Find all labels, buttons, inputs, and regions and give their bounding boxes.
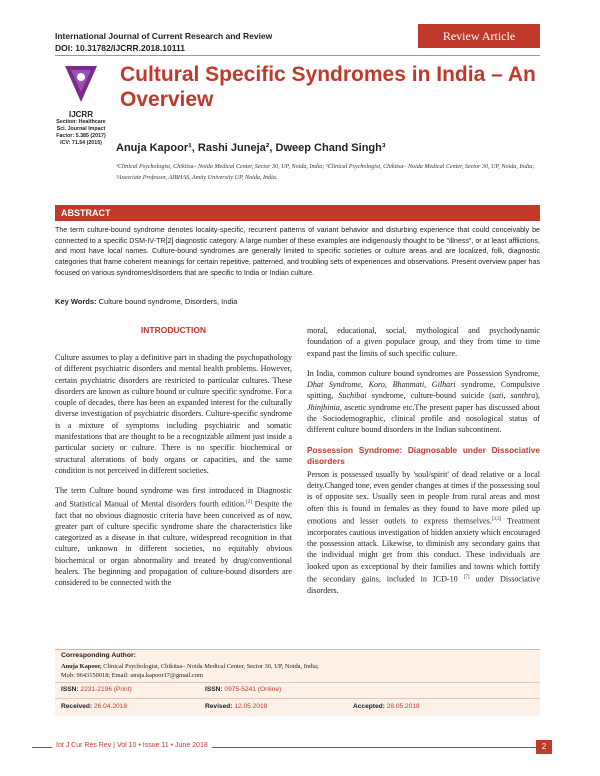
journal-header bbox=[55, 30, 272, 54]
affiliations: ¹Clinical Psychologist, Chikitsa– Noida Medical Center, Sector 30, UP, Noida, India; ²Clinical Psychologist, Chikitsa– Noida Medical Center, Sector 30, UP, Noida, India; ³Associate Professor, AIBHAS, Amity University UP, Noida, India. bbox=[116, 164, 535, 181]
possession-syndrome-heading: Possession Syndrome: Diagnosable under Dissociative disorders bbox=[307, 444, 540, 466]
journal-logo-icon bbox=[61, 62, 101, 108]
right-paragraph-3: Person is possessed usually by 'soul/spirit' of dead relative or a local deity.Changed tone, even gender changes at times if the possessing soul is of opposite sex. Usually seen in people from rural areas and most often this is found in females as they found to have more piled up emotions and lesser outlets to express themselves.[3,5] Treatment incorporates cautious investigation of hidden anxiety which encouraged the possession attack. Likewise, to diminish any secondary gains that the individual might get from this conduct. These individuals are looked upon as exceptional by their families and towns which fortify the secondary gains, included in ICD-10 [7] under Dissociative disorders. bbox=[307, 469, 540, 596]
citation: [7] bbox=[463, 575, 470, 581]
corresponding-author-address: Anuja Kapoor, Clinical Psychologist, Chikitsa– Noida Medical Center, Sector 30, UP, Noida, India; bbox=[61, 663, 319, 670]
logo-name: IJCRR bbox=[68, 110, 93, 119]
logo-line1: Section: Healthcare bbox=[56, 119, 106, 125]
corresponding-author-heading: Corresponding Author: bbox=[61, 652, 136, 659]
right-paragraph-1: moral, educational, social, mythological and psychodynamic foundation of a given populace group, and they from time to time expand past the limits of such specific culture. bbox=[307, 326, 540, 358]
right-paragraph-2: In India, common culture bound syndromes are Possession Syndrome, Dhat Syndrome, Koro, Bhanmati, Gilhari syndrome, Compulsive spitting, Suchibai syndrome, culture-bound suicide (sati, santhra), Jhinjhinia, ascetic syndrome etc.The present paper has discussed about the Sociodemographic, clinical profile and nosological status of different culture bound disorders in the Indian subcontinent. bbox=[307, 368, 540, 435]
citation: [2] bbox=[246, 499, 252, 505]
doi: DOI: 10.31782/IJCRR.2018.10111 bbox=[55, 43, 185, 53]
revised-date: Revised: 12.05.2018 bbox=[205, 703, 268, 710]
article-type-badge: Review Article bbox=[418, 24, 540, 48]
keywords-value: Culture bound syndrome, Disorders, India bbox=[96, 297, 238, 306]
corresponding-author-contact: Mob: 9643150018; Email: anuja.kapoor17@gmail.com bbox=[61, 672, 204, 679]
page-number: 2 bbox=[536, 740, 552, 754]
logo-line3: Factor: 5.385 (2017) bbox=[56, 133, 106, 139]
keywords-label: Key Words: bbox=[55, 297, 97, 306]
abstract-heading: ABSTRACT bbox=[55, 205, 540, 221]
page-footer bbox=[32, 740, 552, 756]
right-column bbox=[307, 325, 540, 605]
citation: [3,5] bbox=[491, 516, 502, 522]
corr-divider bbox=[55, 698, 540, 699]
header-divider bbox=[55, 55, 540, 56]
journal-name: International Journal of Current Research and Review bbox=[55, 31, 273, 41]
left-column bbox=[55, 352, 292, 598]
logo-line2: Sci. Journal Impact bbox=[56, 126, 106, 132]
received-date: Received: 26.04.2018 bbox=[61, 703, 127, 710]
article-title: Cultural Specific Syndromes in India – An Overview bbox=[120, 63, 536, 111]
corr-divider bbox=[55, 682, 540, 683]
intro-paragraph-1: Culture assumes to play a definitive part in shading the psychopathology of different psychiatric disorders and mental health problems. However, certain psychiatric disorders are restricted to particular cultures. These disorders are known as culture bound or culture specific syndrome. For a couple of decades, there has been an expanded interest for the culturally diverse investigation of psychiatric disorders. Culture-specific syndrome is a mixture of symptoms including psychiatric and somatic manifestations that are thought to be a recognizable ailment just inside a particular society or culture. There is no specific biochemical or structural alterations of body organs or capacities, and the same condition is not perceived in different societies. bbox=[55, 353, 292, 475]
intro-paragraph-2: The term Culture bound syndrome was first introduced in Diagnostic and Statistical Manual of Mental disorders fourth edition.[2] Despite the fact that no obvious diagnostic criteria have been conceived as of now, greater part of culture specific syndrome share the characteristics like categorized as a disease in that culture, widespread recognition in that culture, unknown in different societies, no equitably obvious biochemical or organ abnormality and treated by drug/conventional healers. The beginning and propagation of culture-bound disorders are considered to be connected with the bbox=[55, 486, 292, 588]
accepted-date: Accepted: 28.05.2018 bbox=[353, 703, 420, 710]
corresponding-author-box bbox=[55, 649, 540, 716]
journal-logo bbox=[55, 62, 107, 147]
issn-online: ISSN: 0975-5241 (Online) bbox=[205, 686, 282, 693]
authors: Anuja Kapoor¹, Rashi Juneja², Dweep Chand Singh³ bbox=[116, 142, 386, 154]
introduction-heading: INTRODUCTION bbox=[140, 325, 207, 335]
issn-print: ISSN: 2231-2196 (Print) bbox=[61, 686, 132, 693]
keywords bbox=[55, 297, 237, 306]
logo-line4: ICV: 71.54 (2015) bbox=[60, 140, 102, 146]
abstract-text: The term culture-bound syndrome denotes locality-specific, recurrent patterns of variant behavior and disturbing experience that could conceivably be connected to a specific DSM-IV-TR[2] diagnostic category. A large number of these examples are indigenously thought to be "illness", or at least afflictions, and most have local names. Culture-bound syndromes are generally limited to specific societies or culture areas and are localized, folk, diagnostic categories that frame coherent meanings for certain repetitive, patterned, and troubling sets of experiences and observations. Present overview paper has focused on various syndromes/disorders that are specific to India or Indian culture. bbox=[55, 226, 540, 277]
footer-citation: Int J Cur Res Rev | Vol 10 • Issue 11 • June 2018 bbox=[52, 742, 212, 749]
